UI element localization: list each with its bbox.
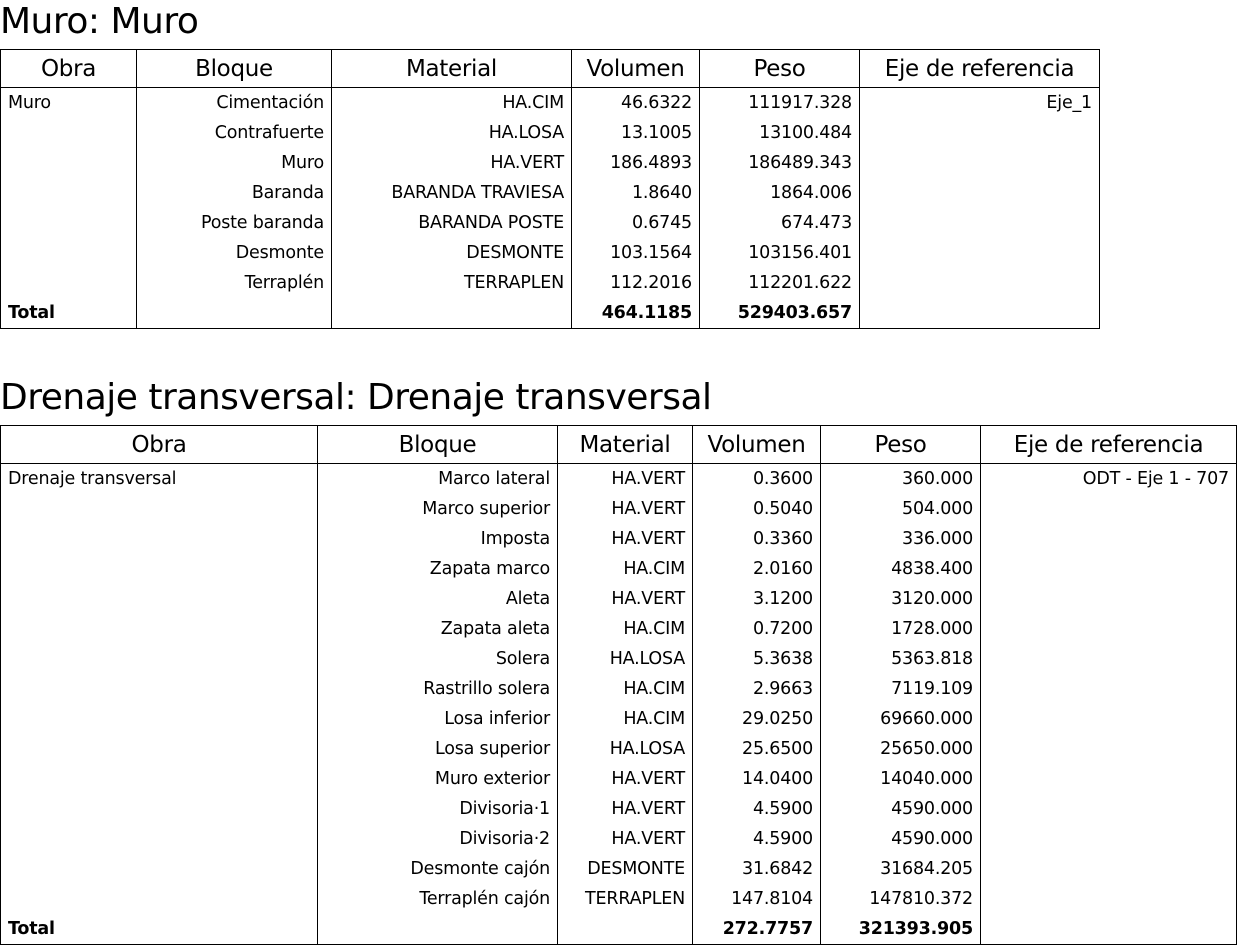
cell-volumen: 147.8104 bbox=[693, 884, 821, 914]
total-peso: 529403.657 bbox=[700, 298, 860, 329]
total-volumen: 272.7757 bbox=[693, 914, 821, 945]
cell-obra bbox=[1, 208, 137, 238]
table-row bbox=[1, 464, 1237, 495]
table-row bbox=[1, 794, 1237, 824]
cell-eje bbox=[860, 298, 1100, 329]
cell-eje bbox=[860, 148, 1100, 178]
cell-volumen: 4.5900 bbox=[693, 824, 821, 854]
cell-material: HA.LOSA bbox=[558, 734, 693, 764]
cell-peso: 31684.205 bbox=[821, 854, 981, 884]
cell-peso: 336.000 bbox=[821, 524, 981, 554]
cell-material: BARANDA POSTE bbox=[332, 208, 572, 238]
cell-bloque: Baranda bbox=[137, 178, 332, 208]
table-row bbox=[1, 494, 1237, 524]
cell-peso: 25650.000 bbox=[821, 734, 981, 764]
cell-eje bbox=[860, 118, 1100, 148]
cell-obra bbox=[1, 554, 318, 584]
total-row bbox=[1, 914, 1237, 945]
cell-volumen: 186.4893 bbox=[572, 148, 700, 178]
cell-peso: 111917.328 bbox=[700, 88, 860, 119]
cell-volumen: 46.6322 bbox=[572, 88, 700, 119]
cell-peso: 1864.006 bbox=[700, 178, 860, 208]
cell-material: TERRAPLEN bbox=[332, 268, 572, 298]
cell-volumen: 1.8640 bbox=[572, 178, 700, 208]
table-row bbox=[1, 584, 1237, 614]
cell-peso: 504.000 bbox=[821, 494, 981, 524]
cell-bloque: Terraplén cajón bbox=[318, 884, 558, 914]
cell-material: HA.VERT bbox=[558, 764, 693, 794]
cell-volumen: 0.3600 bbox=[693, 464, 821, 495]
cell-eje bbox=[860, 238, 1100, 268]
muro-section-title: Muro: Muro bbox=[0, 1, 199, 42]
cell-peso: 4590.000 bbox=[821, 824, 981, 854]
cell-volumen: 0.6745 bbox=[572, 208, 700, 238]
cell-material: HA.CIM bbox=[332, 88, 572, 119]
cell-obra bbox=[1, 764, 318, 794]
cell-material: TERRAPLEN bbox=[558, 884, 693, 914]
cell-bloque: Solera bbox=[318, 644, 558, 674]
cell-bloque: Rastrillo solera bbox=[318, 674, 558, 704]
cell-bloque: Cimentación bbox=[137, 88, 332, 119]
cell-obra bbox=[1, 118, 137, 148]
cell-eje bbox=[981, 644, 1237, 674]
cell-obra bbox=[1, 584, 318, 614]
cell-material: HA.LOSA bbox=[332, 118, 572, 148]
cell-eje bbox=[981, 614, 1237, 644]
column-header-material: Material bbox=[558, 426, 693, 464]
cell-bloque bbox=[137, 298, 332, 329]
cell-peso: 360.000 bbox=[821, 464, 981, 495]
cell-obra bbox=[1, 178, 137, 208]
table-row bbox=[1, 854, 1237, 884]
cell-volumen: 31.6842 bbox=[693, 854, 821, 884]
cell-volumen: 2.0160 bbox=[693, 554, 821, 584]
table-row bbox=[1, 524, 1237, 554]
cell-obra bbox=[1, 854, 318, 884]
table-header-row bbox=[1, 426, 1237, 464]
cell-bloque: Contrafuerte bbox=[137, 118, 332, 148]
cell-material: HA.CIM bbox=[558, 614, 693, 644]
cell-eje bbox=[981, 914, 1237, 945]
column-header-obra: Obra bbox=[1, 50, 137, 88]
cell-material: HA.CIM bbox=[558, 554, 693, 584]
cell-bloque: Zapata aleta bbox=[318, 614, 558, 644]
cell-volumen: 5.3638 bbox=[693, 644, 821, 674]
cell-material: HA.VERT bbox=[558, 584, 693, 614]
cell-peso: 7119.109 bbox=[821, 674, 981, 704]
cell-material: HA.CIM bbox=[558, 704, 693, 734]
cell-bloque: Muro bbox=[137, 148, 332, 178]
muro-table bbox=[0, 49, 1100, 329]
cell-volumen: 14.0400 bbox=[693, 764, 821, 794]
cell-eje bbox=[981, 854, 1237, 884]
cell-peso: 13100.484 bbox=[700, 118, 860, 148]
cell-eje: ODT - Eje 1 - 707 bbox=[981, 464, 1237, 495]
cell-peso: 4838.400 bbox=[821, 554, 981, 584]
cell-eje: Eje_1 bbox=[860, 88, 1100, 119]
table-row bbox=[1, 118, 1100, 148]
table-row bbox=[1, 764, 1237, 794]
cell-volumen: 2.9663 bbox=[693, 674, 821, 704]
cell-eje bbox=[981, 704, 1237, 734]
cell-bloque: Marco lateral bbox=[318, 464, 558, 495]
column-header-bloque: Bloque bbox=[137, 50, 332, 88]
total-volumen: 464.1185 bbox=[572, 298, 700, 329]
cell-eje bbox=[981, 584, 1237, 614]
cell-material bbox=[332, 298, 572, 329]
total-label: Total bbox=[1, 298, 137, 329]
cell-bloque: Losa inferior bbox=[318, 704, 558, 734]
cell-bloque: Desmonte bbox=[137, 238, 332, 268]
cell-bloque: Divisoria·2 bbox=[318, 824, 558, 854]
cell-bloque bbox=[318, 914, 558, 945]
cell-eje bbox=[981, 494, 1237, 524]
cell-material bbox=[558, 914, 693, 945]
cell-obra bbox=[1, 674, 318, 704]
table-row bbox=[1, 644, 1237, 674]
cell-obra bbox=[1, 238, 137, 268]
table-row bbox=[1, 674, 1237, 704]
cell-eje bbox=[860, 268, 1100, 298]
cell-peso: 69660.000 bbox=[821, 704, 981, 734]
cell-volumen: 29.0250 bbox=[693, 704, 821, 734]
cell-eje bbox=[981, 554, 1237, 584]
table-row bbox=[1, 824, 1237, 854]
cell-bloque: Muro exterior bbox=[318, 764, 558, 794]
column-header-eje: Eje de referencia bbox=[981, 426, 1237, 464]
cell-eje bbox=[981, 524, 1237, 554]
table-row bbox=[1, 734, 1237, 764]
cell-eje bbox=[860, 178, 1100, 208]
table-row bbox=[1, 704, 1237, 734]
table-row bbox=[1, 614, 1237, 644]
drenaje-table bbox=[0, 425, 1237, 945]
cell-peso: 1728.000 bbox=[821, 614, 981, 644]
cell-bloque: Poste baranda bbox=[137, 208, 332, 238]
cell-peso: 103156.401 bbox=[700, 238, 860, 268]
cell-material: HA.VERT bbox=[558, 794, 693, 824]
cell-peso: 5363.818 bbox=[821, 644, 981, 674]
cell-material: HA.VERT bbox=[558, 524, 693, 554]
cell-material: HA.VERT bbox=[558, 464, 693, 495]
cell-peso: 147810.372 bbox=[821, 884, 981, 914]
cell-material: HA.VERT bbox=[558, 494, 693, 524]
cell-obra bbox=[1, 268, 137, 298]
cell-obra bbox=[1, 148, 137, 178]
cell-obra bbox=[1, 494, 318, 524]
cell-volumen: 13.1005 bbox=[572, 118, 700, 148]
cell-eje bbox=[981, 674, 1237, 704]
column-header-peso: Peso bbox=[821, 426, 981, 464]
cell-material: BARANDA TRAVIESA bbox=[332, 178, 572, 208]
cell-bloque: Zapata marco bbox=[318, 554, 558, 584]
cell-material: DESMONTE bbox=[558, 854, 693, 884]
column-header-volumen: Volumen bbox=[572, 50, 700, 88]
cell-volumen: 0.3360 bbox=[693, 524, 821, 554]
cell-obra bbox=[1, 884, 318, 914]
cell-peso: 3120.000 bbox=[821, 584, 981, 614]
cell-obra: Drenaje transversal bbox=[1, 464, 318, 495]
cell-obra bbox=[1, 644, 318, 674]
table-row bbox=[1, 238, 1100, 268]
column-header-material: Material bbox=[332, 50, 572, 88]
table-row bbox=[1, 208, 1100, 238]
total-row bbox=[1, 298, 1100, 329]
table-row bbox=[1, 88, 1100, 119]
cell-bloque: Desmonte cajón bbox=[318, 854, 558, 884]
column-header-obra: Obra bbox=[1, 426, 318, 464]
cell-bloque: Divisoria·1 bbox=[318, 794, 558, 824]
cell-obra bbox=[1, 704, 318, 734]
cell-bloque: Losa superior bbox=[318, 734, 558, 764]
cell-peso: 186489.343 bbox=[700, 148, 860, 178]
cell-material: DESMONTE bbox=[332, 238, 572, 268]
column-header-bloque: Bloque bbox=[318, 426, 558, 464]
cell-obra bbox=[1, 794, 318, 824]
cell-bloque: Imposta bbox=[318, 524, 558, 554]
table-header-row bbox=[1, 50, 1100, 88]
cell-bloque: Terraplén bbox=[137, 268, 332, 298]
cell-volumen: 112.2016 bbox=[572, 268, 700, 298]
column-header-eje: Eje de referencia bbox=[860, 50, 1100, 88]
cell-volumen: 25.6500 bbox=[693, 734, 821, 764]
cell-obra: Muro bbox=[1, 88, 137, 119]
cell-peso: 674.473 bbox=[700, 208, 860, 238]
cell-eje bbox=[981, 794, 1237, 824]
cell-peso: 112201.622 bbox=[700, 268, 860, 298]
cell-volumen: 4.5900 bbox=[693, 794, 821, 824]
table-row bbox=[1, 148, 1100, 178]
cell-obra bbox=[1, 524, 318, 554]
cell-eje bbox=[981, 734, 1237, 764]
cell-eje bbox=[860, 208, 1100, 238]
cell-volumen: 3.1200 bbox=[693, 584, 821, 614]
cell-peso: 4590.000 bbox=[821, 794, 981, 824]
cell-volumen: 0.7200 bbox=[693, 614, 821, 644]
total-peso: 321393.905 bbox=[821, 914, 981, 945]
cell-material: HA.VERT bbox=[332, 148, 572, 178]
cell-eje bbox=[981, 764, 1237, 794]
cell-obra bbox=[1, 734, 318, 764]
cell-material: HA.VERT bbox=[558, 824, 693, 854]
total-label: Total bbox=[1, 914, 318, 945]
cell-bloque: Aleta bbox=[318, 584, 558, 614]
cell-eje bbox=[981, 824, 1237, 854]
cell-material: HA.CIM bbox=[558, 674, 693, 704]
cell-eje bbox=[981, 884, 1237, 914]
cell-bloque: Marco superior bbox=[318, 494, 558, 524]
table-row bbox=[1, 884, 1237, 914]
cell-material: HA.LOSA bbox=[558, 644, 693, 674]
cell-peso: 14040.000 bbox=[821, 764, 981, 794]
column-header-volumen: Volumen bbox=[693, 426, 821, 464]
table-row bbox=[1, 554, 1237, 584]
cell-obra bbox=[1, 614, 318, 644]
cell-volumen: 0.5040 bbox=[693, 494, 821, 524]
column-header-peso: Peso bbox=[700, 50, 860, 88]
table-row bbox=[1, 178, 1100, 208]
cell-volumen: 103.1564 bbox=[572, 238, 700, 268]
cell-obra bbox=[1, 824, 318, 854]
drenaje-section-title: Drenaje transversal: Drenaje transversal bbox=[0, 377, 712, 418]
table-row bbox=[1, 268, 1100, 298]
